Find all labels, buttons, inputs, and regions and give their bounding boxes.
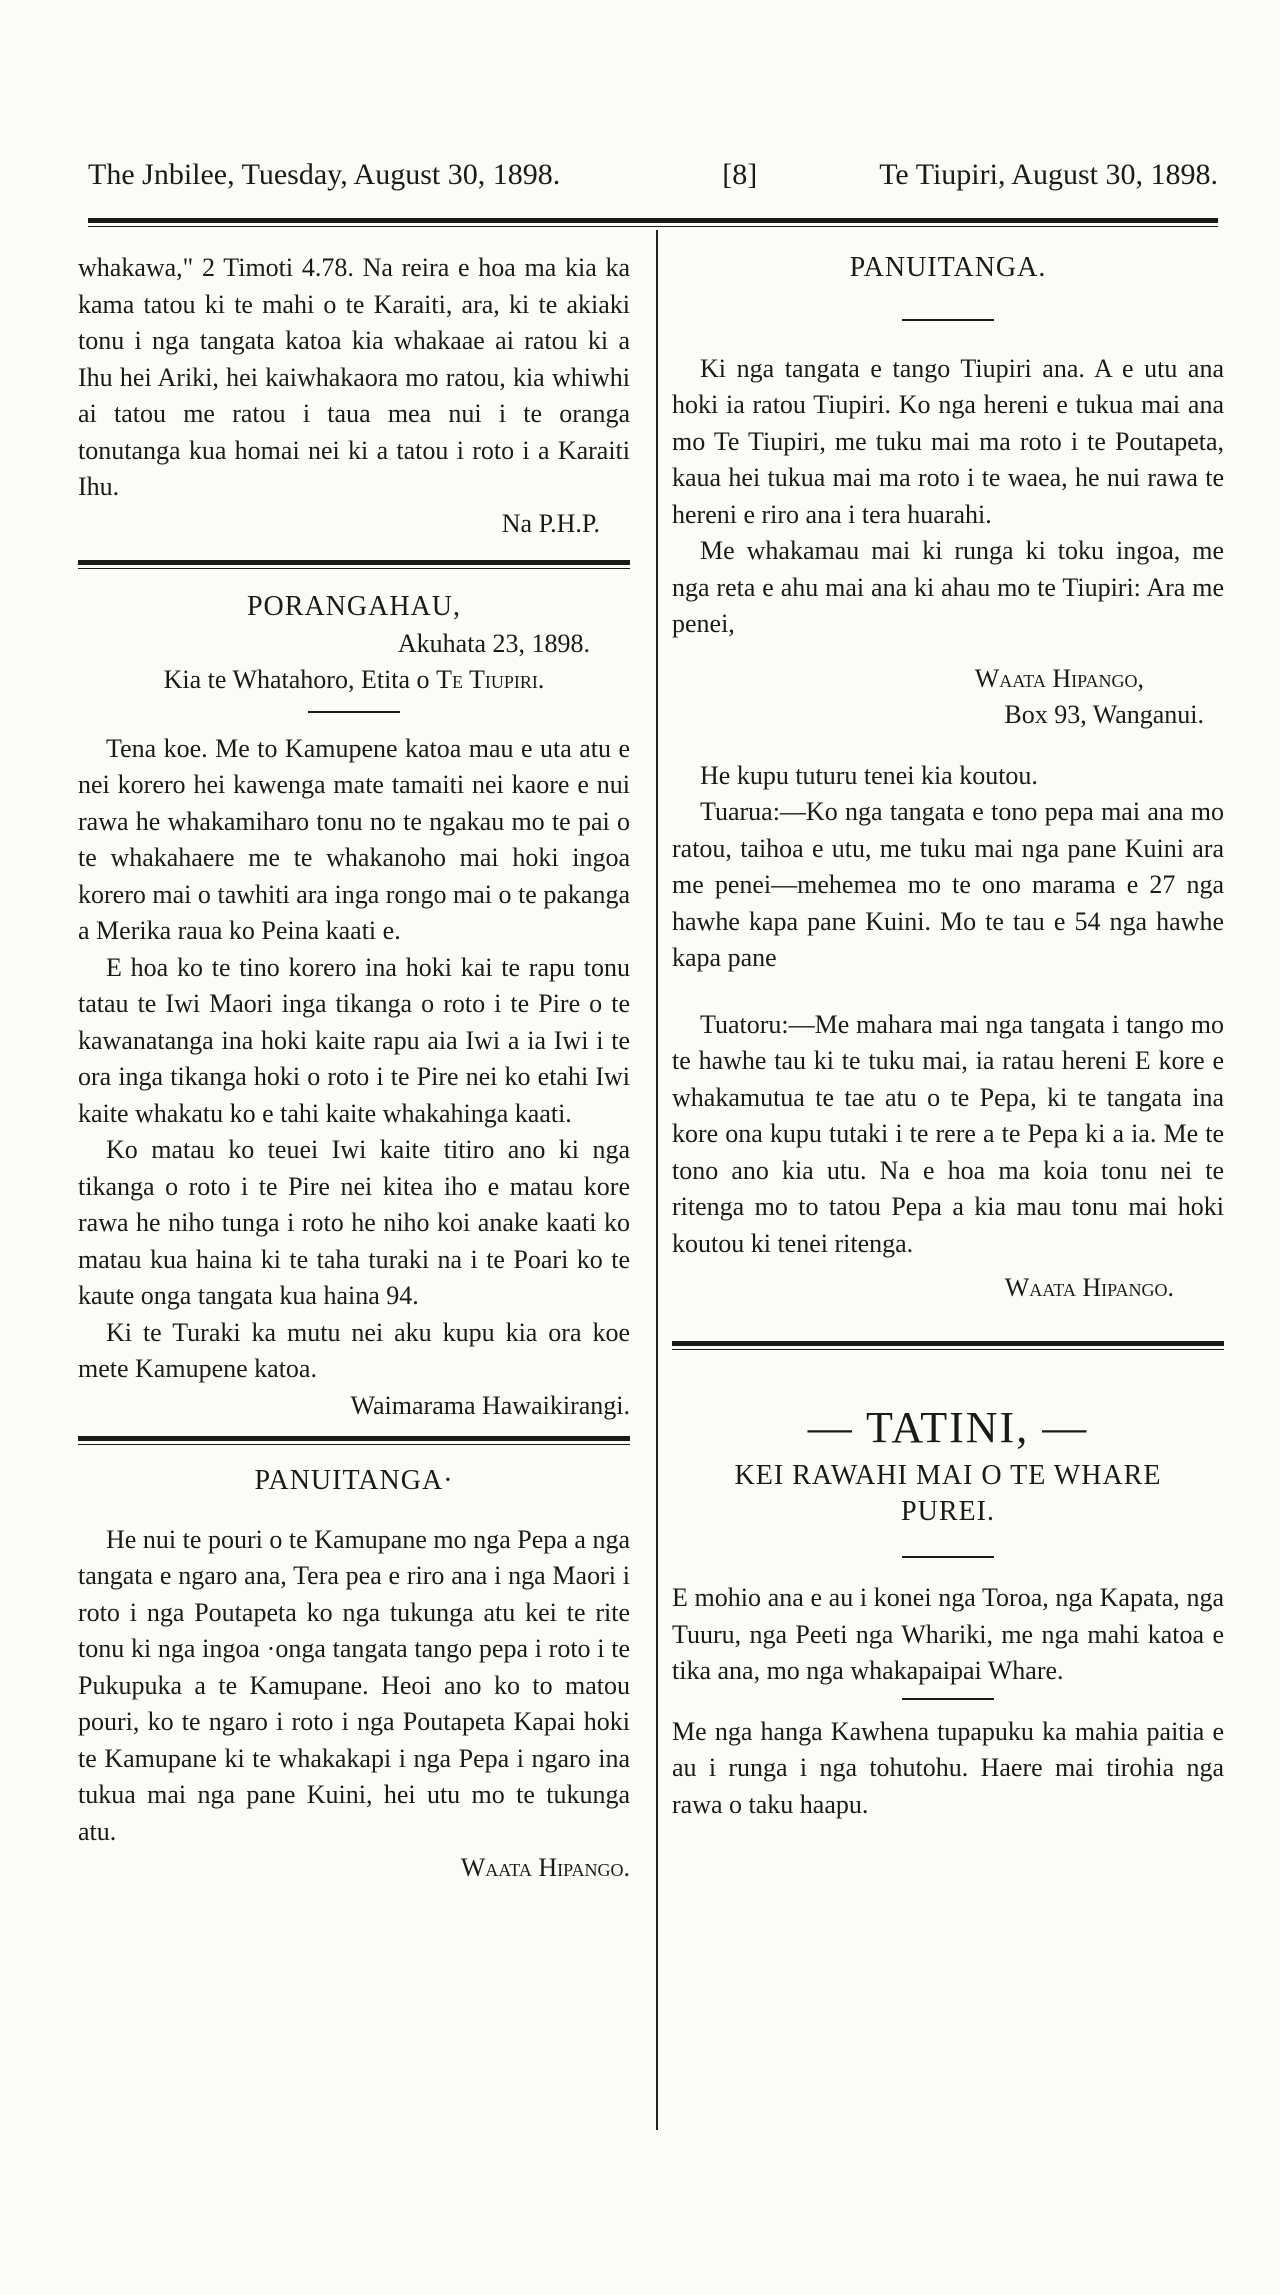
right-panuitanga-p5: Tuatoru:—Me mahara mai nga tangata i tango mo te hawhe tau ki te tuku mai, ia ratau hereni E kore e whakamutua te tae atu o te Pepa, ki te tangata ina kore ona kupu tutaki i te rere a te Pepa ki a ia. Me te tono ano kia utu. Na e hoa ma koia tonu nei te ritenga mo to tatou Pepa a kia mau tonu mai hoki koutou ki tenei ritenga. bbox=[672, 1009, 1224, 1258]
page-number: [8] bbox=[722, 158, 758, 191]
right-panuitanga-title: PANUITANGA. bbox=[849, 252, 1047, 283]
section-rule bbox=[78, 560, 630, 569]
porangahau-signature: Waimarama Hawaikirangi. bbox=[350, 1390, 630, 1420]
section-rule bbox=[78, 1436, 630, 1445]
tatini-p2: Me nga hanga Kawhena tupapuku ka mahia paitia e au i runga i nga tohutohu. Haere mai tirohia nga rawa o taku haapu. bbox=[672, 1716, 1224, 1819]
porangahau-date: Akuhata 23, 1898. bbox=[397, 628, 590, 658]
continuation-text: whakawa," 2 Timoti 4.78. Na reira e hoa ma kia ka kama tatou ki te mahi o te Karaiti, ara, ki te akiaki tonu i nga tangata katoa kia whakaae ai ratou ki a Ihu hei Ariki, hei kaiwhakaora mo ratou, kia whiwhi ai tatou me ratou i taua mea nui i te oranga tonutanga kua homai nei ki a tatou i roto i a Karaiti Ihu. bbox=[78, 253, 630, 501]
porangahau-paragraph: Ki te Turaki ka mutu nei aku kupu kia ora koe mete Kamupene katoa. bbox=[78, 1317, 630, 1383]
porangahau-paragraph: E hoa ko te tino korero ina hoki kai te rapu tonu tatau te Iwi Maori inga tikanga o roto i te Pire o te kawanatanga ina hoki kaite rapu aia Iwi a ia Iwi i te ora inga tikanga hoki o roto i te Pire nei ko etahi Iwi kaite whakatu ko e tahi kaite whakahinga kaati. bbox=[78, 952, 630, 1128]
right-panuitanga-p3: He kupu tuturu tenei kia koutou. bbox=[700, 760, 1038, 790]
porangahau-addressee bbox=[78, 662, 630, 699]
tatini-title: — TATINI, — bbox=[807, 1402, 1089, 1452]
right-panuitanga-p4: Tuarua:—Ko nga tangata e tono pepa mai ana mo ratou, taihoa e utu, me tuku mai nga pane Kuini ara me penei—mehemea mo te ono marama e 27 nga hawhe kapa pane Kuini. Mo te tau e 54 nga hawhe kapa pane bbox=[672, 797, 1224, 972]
short-rule bbox=[902, 1556, 994, 1558]
short-rule bbox=[308, 711, 400, 713]
column-divider bbox=[656, 230, 658, 2130]
header-rule-thin bbox=[88, 226, 1218, 227]
section-rule bbox=[672, 1341, 1224, 1350]
right-column bbox=[672, 250, 1224, 1823]
left-column bbox=[78, 250, 630, 1887]
porangahau-letter bbox=[78, 589, 630, 1424]
tatini-advert bbox=[672, 1402, 1224, 1824]
addressee-prefix: Kia te Whatahoro, Etita o bbox=[163, 665, 430, 694]
address-box: Box 93, Wanganui. bbox=[1004, 700, 1204, 729]
right-panuitanga-p2: Me whakamau mai ki runga ki toku ingoa, me nga reta e ahu mai ana ki ahau mo te Tiupiri: Ara me penei, bbox=[672, 536, 1224, 638]
right-panuitanga-p1: Ki nga tangata e tango Tiupiri ana. A e utu ana hoki ia ratou Tiupiri. Ko nga hereni e tukua mai ana mo Te Tiupiri, me tuku mai ma roto i te Poutapeta, kaua hei tukua mai ma roto i te waea, he nui rawa te hereni e riro ana i tera huarahi. bbox=[672, 353, 1224, 529]
porangahau-paragraph: Ko matau ko teuei Iwi kaite titiro ano ki nga tikanga o roto i te Pire nei kitea iho e matau kore rawa he niho tunga i roto he niho koi anake kaati ko matau kua haina ki te taha turaki na i te Poari ko te kaute onga tangata kua haina 94. bbox=[78, 1135, 630, 1310]
short-rule bbox=[902, 1698, 994, 1700]
header-left: The Jnbilee, Tuesday, August 30, 1898. bbox=[88, 158, 561, 191]
addressee-paper: Te Tiupiri. bbox=[436, 665, 545, 694]
left-panuitanga-text: He nui te pouri o te Kamupane mo nga Pepa a nga tangata e ngaro ana, Tera pea e riro ana i nga Maori i roto i nga Poutapeta ko nga tukunga atu kei te rite tonu ki nga ingoa ·onga tangata tango pepa i roto i te Pukupuka a te Kamupane. Heoi ano ko to matou pouri, ko te ngaro i roto i nga Poutapeta Kapai hoki te Kamupane ki te whakakapi i nga Pepa i ngaro ina tukua mai nga pane Kuini, hei utu mo te tukunga atu. bbox=[78, 1524, 630, 1846]
porangahau-paragraph: Tena koe. Me to Kamupene katoa mau e uta atu e nei korero hei kawenga mate tamaiti nei kaore e nui rawa he whakamiharo tonu no te ngakau mo te pai o te whakahaere me te whakanoho mai hoki ingoa korero mai o tawhiti ara inga rongo mai o te pakanga a Merika raua ko Peina kaati e. bbox=[78, 733, 630, 945]
tatini-p1: E mohio ana e au i konei nga Toroa, nga Kapata, nga Tuuru, nga Peeti nga Whariki, me nga mahi katoa e tika ana, mo nga whakapaipai Whare. bbox=[672, 1583, 1224, 1685]
left-panuitanga-signature: Waata Hipango. bbox=[460, 1853, 630, 1882]
right-panuitanga bbox=[672, 250, 1224, 1307]
short-rule bbox=[902, 319, 994, 321]
header-right: Te Tiupiri, August 30, 1898. bbox=[879, 158, 1218, 191]
tatini-subtitle: KEI RAWAHI MAI O TE WHARE PUREI. bbox=[734, 1460, 1162, 1527]
address-name: Waata Hipango, bbox=[974, 663, 1144, 693]
left-panuitanga bbox=[78, 1463, 630, 1887]
right-panuitanga-signature: Waata Hipango. bbox=[1004, 1273, 1174, 1302]
continuation-signature: Na P.H.P. bbox=[501, 508, 600, 538]
left-panuitanga-title: PANUITANGA· bbox=[254, 1465, 454, 1496]
porangahau-title: PORANGAHAU, bbox=[246, 591, 461, 622]
header-rule bbox=[88, 218, 1218, 223]
page-header bbox=[88, 158, 1218, 198]
continuation-article bbox=[78, 250, 630, 542]
